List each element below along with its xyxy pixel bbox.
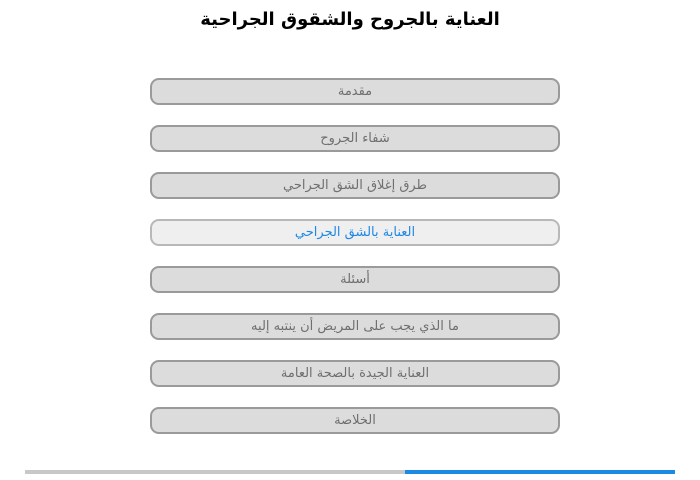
menu-item-introduction[interactable]: مقدمة [150, 78, 560, 105]
menu-item-questions[interactable]: أسئلة [150, 266, 560, 293]
menu-item-incision-closure-methods[interactable]: طرق إغلاق الشق الجراحي [150, 172, 560, 199]
page-title: العناية بالجروح والشقوق الجراحية [200, 9, 500, 30]
progress-bar-fill [405, 470, 675, 474]
menu-item-warning-signs[interactable]: ما الذي يجب على المريض أن ينتبه إليه [150, 313, 560, 340]
menu-item-wound-healing[interactable]: شفاء الجروح [150, 125, 560, 152]
progress-bar [25, 470, 675, 474]
chapter-menu [150, 78, 560, 454]
menu-item-general-health[interactable]: العناية الجيدة بالصحة العامة [150, 360, 560, 387]
menu-item-incision-care[interactable]: العناية بالشق الجراحي [150, 219, 560, 246]
menu-item-summary[interactable]: الخلاصة [150, 407, 560, 434]
